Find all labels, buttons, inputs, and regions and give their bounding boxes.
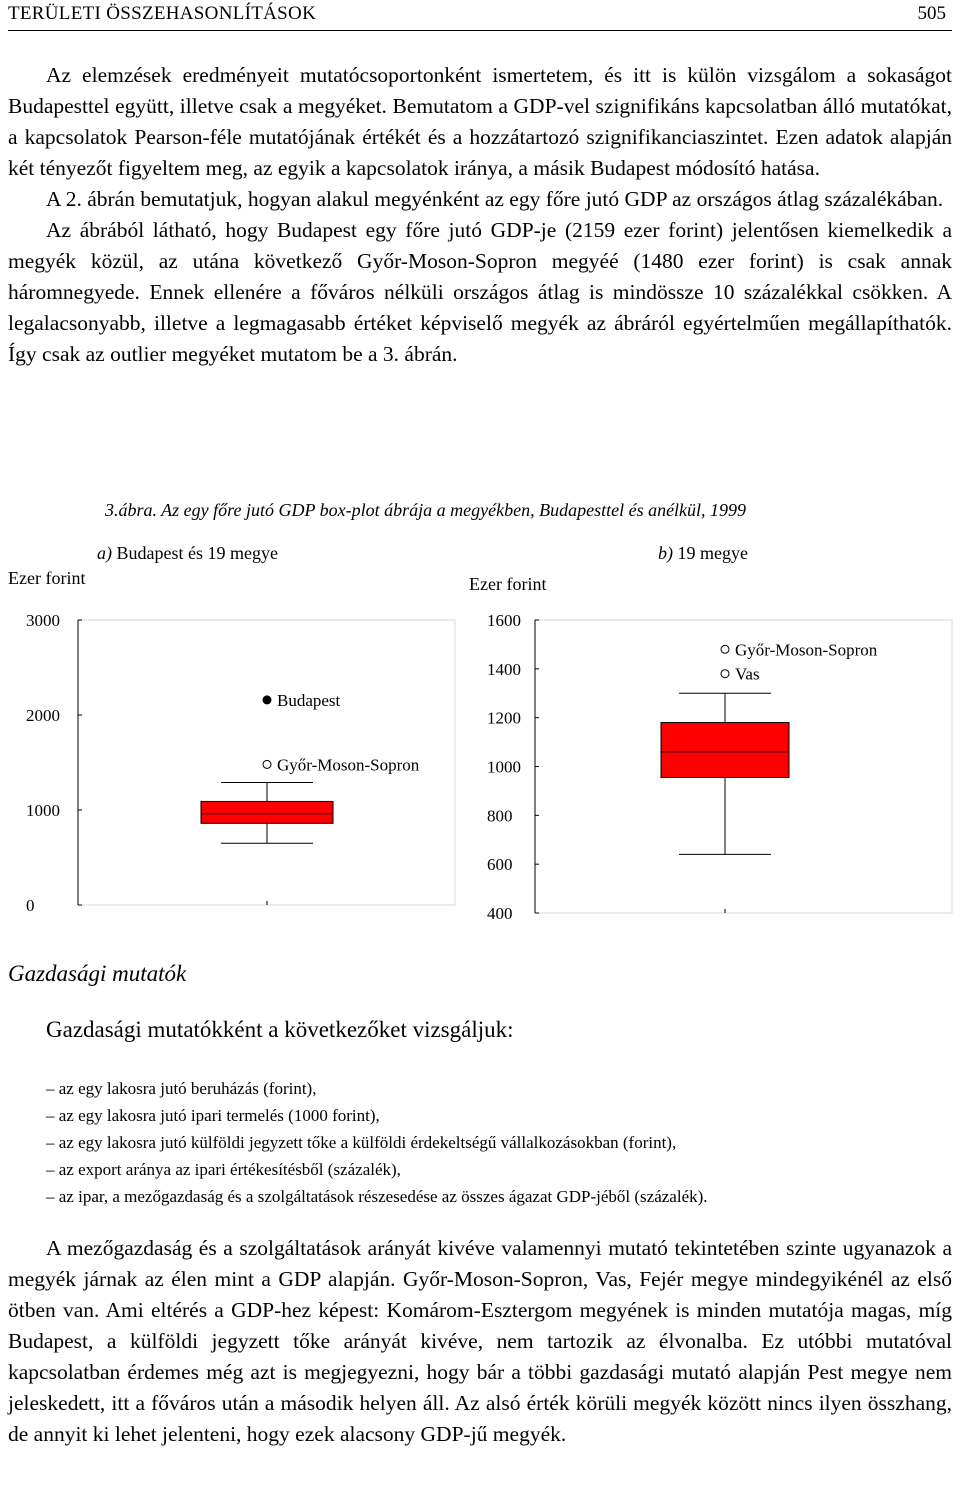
chart-b-tick-label: 600	[487, 855, 513, 875]
chart-a-tick-label: 1000	[26, 801, 60, 820]
chart-b-ylabel: Ezer forint	[469, 574, 547, 594]
chart-a-tick-label: 3000	[26, 611, 60, 630]
chart-b-outlier-label: Vas	[735, 664, 760, 684]
figure-caption: 3.ábra. Az egy főre jutó GDP box-plot ábrája a megyékben, Budapesttel és anélkül, 1999	[105, 500, 747, 520]
indicator-list	[46, 1075, 708, 1210]
chart-a-tick-label: 2000	[26, 706, 60, 725]
paragraph-2: A 2. ábrán bemutatjuk, hogyan alakul megyénként az egy főre jutó GDP az országos átlag százalékában.	[46, 187, 944, 211]
chart-b-outlier-point	[721, 645, 729, 653]
chart-b-tick-label: 1000	[487, 757, 521, 777]
chart-b-tick-label: 400	[487, 904, 513, 920]
list-item: – az egy lakosra jutó beruházás (forint),	[46, 1075, 708, 1102]
section-title: Gazdasági mutatók	[8, 961, 187, 986]
chart-a-letter: a)	[97, 543, 112, 563]
chart-a-title-text: Budapest és 19 megye	[116, 543, 278, 563]
chart-b-outlier-point	[721, 670, 729, 678]
chart-a-ylabel: Ezer forint	[8, 568, 86, 588]
paragraph-3: Az ábrából látható, hogy Budapest egy főre jutó GDP-je (2159 ezer forint) jelentősen kiemelkedik a megyék közül, az utána következő Győr-Moson-Sopron megyéé (1480 ezer forint) is csak annak háromnegyede. Ennek ellenére a főváros nélküli országos átlag is mindössze 10 százalékkal csökken. A legalacsonyabb, illetve a legmagasabb értéket képviselő megyék az ábráról egyértelműen megállapíthatók. Így csak az outlier megyéket mutatom be a 3. ábrán.	[8, 218, 952, 366]
chart-a-title	[97, 543, 278, 564]
list-item: – az egy lakosra jutó ipari termelés (1000 forint),	[46, 1102, 708, 1129]
chart-a-outlier-point	[263, 696, 271, 704]
boxplot-figure	[0, 600, 960, 920]
chart-a-outlier-label: Budapest	[277, 690, 341, 710]
chart-b-outlier-label: Győr-Moson-Sopron	[735, 640, 878, 660]
page-number: 505	[917, 3, 946, 24]
chart-b-tick-label: 1400	[487, 659, 521, 679]
chart-b-title	[658, 543, 748, 564]
chart-a-box	[201, 801, 333, 823]
chart-a-outlier-label: Győr-Moson-Sopron	[277, 755, 420, 775]
chart-b-title-text: 19 megye	[677, 543, 748, 563]
section-lead: Gazdasági mutatókként a következőket vizsgáljuk:	[46, 1017, 514, 1042]
list-item: – az egy lakosra jutó külföldi jegyzett tőke a külföldi érdekeltségű vállalkozásokban (forint),	[46, 1129, 708, 1156]
chart-b-letter: b)	[658, 543, 673, 563]
chart-b-box	[661, 723, 789, 778]
closing-paragraph: A mezőgazdaság és a szolgáltatások arányát kivéve valamennyi mutató tekintetében szinte ugyanazok a megyék járnak az élen mint a GDP alapján. Győr-Moson-Sopron, Vas, Fejér megye mindegyikénél az első ötben van. Ami eltérés a GDP-hez képest: Komárom-Esztergom megyének is minden mutatója magas, míg Budapest, a külföldi jegyzett tőke arányát kivéve, nem tartozik az élvonalba. Ez utóbbi mutatóval kapcsolatban érdemes még azt is megjegyezni, hogy bár a többi gazdasági mutató alapján Pest megye nem jeleskedett, itt a főváros után a második helyen áll. Az alsó érték körüli megyék között nincs ilyen összhang, de annyit ki lehet jelenteni, hogy ezek alacsony GDP-jű megyék.	[8, 1236, 952, 1446]
list-item: – az ipar, a mezőgazdaság és a szolgáltatások részesedése az összes ágazat GDP-jéből (százalék).	[46, 1183, 708, 1210]
chart-b	[487, 611, 952, 920]
chart-b-tick-label: 800	[487, 806, 513, 826]
chart-a-tick-label: 0	[26, 896, 35, 915]
intro-text	[8, 60, 952, 370]
chart-b-tick-label: 1600	[487, 611, 521, 630]
chart-a	[26, 611, 455, 915]
running-header	[8, 0, 952, 31]
closing-text	[8, 1233, 952, 1450]
running-title: TERÜLETI ÖSSZEHASONLÍTÁSOK	[8, 3, 317, 24]
paragraph-1: Az elemzések eredményeit mutatócsoportonként ismertetem, és itt is külön vizsgálom a sokaságot Budapesttel együtt, illetve csak a megyéket. Bemutatom a GDP-vel szignifikáns kapcsolatban álló mutatókat, a kapcsolatok Pearson-féle mutatójának értékét és a hozzátartozó szignifikanciaszintet. Ezen adatok alapján két tényezőt figyeltem meg, az egyik a kapcsolatok iránya, a másik Budapest módosító hatása.	[8, 63, 952, 180]
list-item: – az export aránya az ipari értékesítésből (százalék),	[46, 1156, 708, 1183]
chart-b-tick-label: 1200	[487, 708, 521, 728]
chart-a-outlier-point	[263, 760, 271, 768]
